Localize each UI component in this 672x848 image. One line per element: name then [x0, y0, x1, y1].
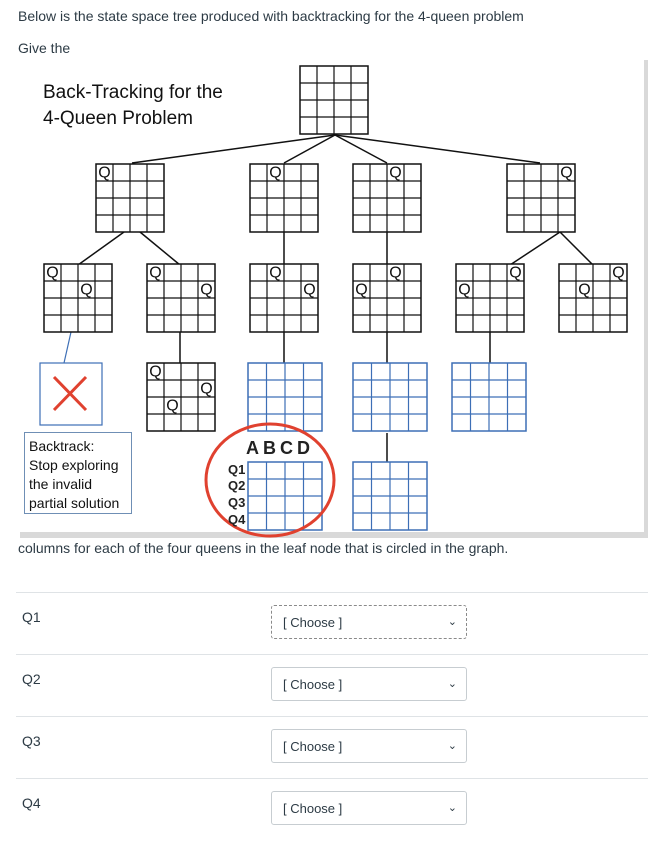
queen-mark: Q — [200, 281, 213, 299]
answer-label-q4: Q4 — [22, 795, 41, 811]
queen-mark: Q — [355, 281, 368, 299]
queen-mark: Q — [389, 164, 402, 182]
backtrack-line1: Backtrack: — [29, 438, 95, 454]
circled-row-label-q2: Q2 — [228, 478, 246, 493]
backtrack-note — [24, 432, 132, 514]
queen-mark: Q — [166, 397, 179, 415]
figure-title — [43, 80, 223, 132]
queen-mark: Q — [149, 363, 162, 381]
answer-label-q2: Q2 — [22, 671, 41, 687]
queen-mark: Q — [80, 281, 93, 299]
answer-select-q3[interactable] — [271, 729, 467, 763]
answer-select-value: [ Choose ] — [283, 739, 343, 754]
chevron-down-icon: ⌄ — [447, 678, 457, 690]
circled-row-label-q1: Q1 — [228, 462, 246, 477]
answer-row-q1 — [16, 592, 648, 655]
answer-row-q2 — [16, 654, 648, 717]
chevron-down-icon: ⌄ — [447, 740, 457, 752]
tree-edge — [132, 135, 335, 163]
question-intro: Below is the state space tree produced with backtracking for the 4-queen problem — [18, 8, 524, 24]
queen-mark: Q — [46, 264, 59, 282]
queen-mark: Q — [560, 164, 573, 182]
queen-mark: Q — [269, 264, 282, 282]
queen-mark: Q — [200, 380, 213, 398]
queen-mark: Q — [509, 264, 522, 282]
figure-title-line1: Back-Tracking for the — [43, 82, 223, 103]
backtrack-line2: Stop exploring — [29, 457, 119, 473]
chevron-down-icon: ⌄ — [447, 616, 457, 628]
answer-row-q4 — [16, 778, 648, 841]
answer-row-q3 — [16, 716, 648, 779]
chevron-down-icon: ⌄ — [447, 802, 457, 814]
tree-edge — [140, 232, 180, 265]
tree-edge — [64, 332, 71, 363]
backtrack-line4: partial solution — [29, 495, 120, 511]
question-after: columns for each of the four queens in the leaf node that is circled in the graph. — [18, 540, 509, 556]
tree-edge — [78, 232, 124, 265]
queen-mark: Q — [612, 264, 625, 282]
queen-mark: Q — [578, 281, 591, 299]
queen-mark: Q — [458, 281, 471, 299]
circled-row-label-q4: Q4 — [228, 512, 246, 527]
answer-select-q1[interactable] — [271, 605, 467, 639]
answer-select-value: [ Choose ] — [283, 801, 343, 816]
queen-mark: Q — [98, 164, 111, 182]
figure-title-line2: 4-Queen Problem — [43, 108, 193, 129]
answer-select-q4[interactable] — [271, 791, 467, 825]
circled-column-labels: ABCD — [246, 438, 314, 458]
backtrack-line3: the invalid — [29, 476, 93, 492]
tree-edge — [510, 232, 560, 265]
answer-select-value: [ Choose ] — [283, 615, 343, 630]
queen-mark: Q — [269, 164, 282, 182]
tree-edge — [335, 135, 540, 163]
queen-mark: Q — [149, 264, 162, 282]
answer-label-q3: Q3 — [22, 733, 41, 749]
queen-mark: Q — [389, 264, 402, 282]
queen-mark: Q — [303, 281, 316, 299]
answer-label-q1: Q1 — [22, 609, 41, 625]
tree-edge — [560, 232, 593, 265]
state-space-tree-figure — [20, 60, 648, 538]
answer-select-q2[interactable] — [271, 667, 467, 701]
answer-select-value: [ Choose ] — [283, 677, 343, 692]
circled-row-label-q3: Q3 — [228, 495, 246, 510]
question-give: Give the — [18, 40, 71, 56]
